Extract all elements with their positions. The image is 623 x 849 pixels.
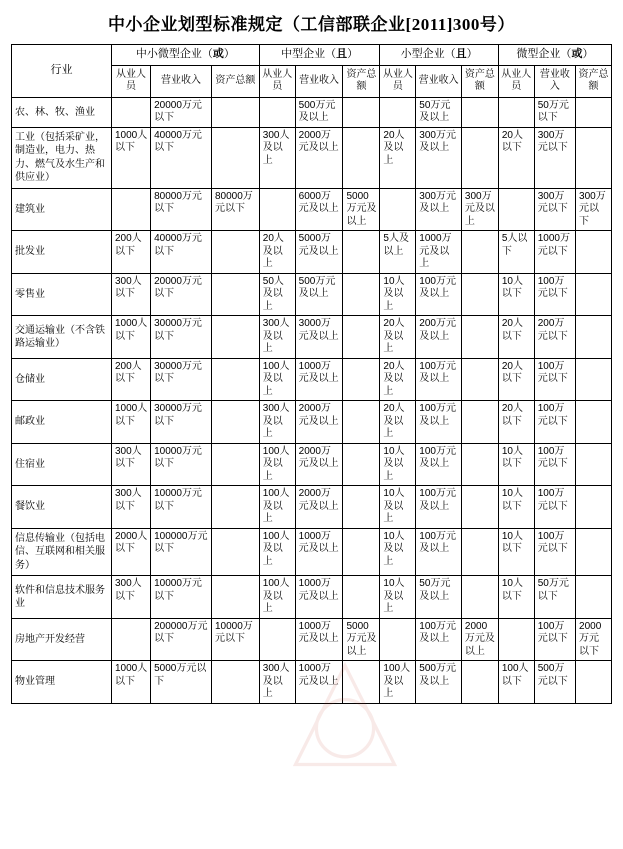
table-cell: 50万元以下 [534, 576, 575, 619]
table-cell: 1000万元及以上 [416, 231, 462, 274]
group-label-1: 中型企业（ [281, 48, 337, 60]
table-cell: 5000万元以下 [151, 661, 212, 704]
header-sub-5: 资产总额 [343, 65, 380, 97]
table-cell [461, 231, 498, 274]
table-cell [211, 576, 259, 619]
table-cell: 1000万元以下 [534, 231, 575, 274]
table-cell: 100万元以下 [534, 486, 575, 529]
table-cell: 20人及以上 [259, 231, 295, 274]
table-cell [461, 486, 498, 529]
table-cell [461, 661, 498, 704]
table-cell: 5人及以上 [380, 231, 416, 274]
table-cell: 1000万元及以上 [295, 528, 343, 576]
group-emph-3: 或 [571, 48, 583, 60]
table-cell: 300万元及以上 [416, 127, 462, 188]
table-cell: 10人及以上 [380, 443, 416, 486]
table-cell: 10人以下 [498, 576, 534, 619]
table-cell: 10000万元以下 [211, 618, 259, 661]
table-cell [343, 401, 380, 444]
table-cell: 500万元及以上 [295, 273, 343, 316]
table-cell [576, 127, 612, 188]
table-cell [576, 316, 612, 359]
table-cell: 20人以下 [498, 358, 534, 401]
table-cell: 10人及以上 [380, 576, 416, 619]
table-cell: 100人及以上 [259, 443, 295, 486]
group-emph-0: 或 [212, 48, 224, 60]
table-cell: 300万元及以上 [416, 188, 462, 231]
table-cell: 200万元以下 [534, 316, 575, 359]
table-cell [576, 273, 612, 316]
table-cell: 20人以下 [498, 127, 534, 188]
group-close-0: ） [223, 48, 235, 60]
table-cell: 5000万元及以上 [343, 188, 380, 231]
sme-classification-table [11, 44, 612, 704]
table-cell [343, 231, 380, 274]
table-row [12, 618, 612, 661]
table-cell: 100人及以上 [380, 661, 416, 704]
row-industry-label: 住宿业 [12, 443, 112, 486]
table-cell: 2000万元及以上 [295, 127, 343, 188]
table-cell: 20人及以上 [380, 127, 416, 188]
table-cell [211, 528, 259, 576]
table-cell: 2000万元及以上 [461, 618, 498, 661]
table-row [12, 97, 612, 127]
table-cell: 2000人以下 [111, 528, 150, 576]
table-cell: 3000万元及以上 [295, 316, 343, 359]
table-cell: 50人及以上 [259, 273, 295, 316]
row-industry-label: 房地产开发经营 [12, 618, 112, 661]
table-cell [380, 188, 416, 231]
group-label-0: 中小微型企业（ [135, 48, 213, 60]
table-cell: 300人以下 [111, 273, 150, 316]
table-cell: 500万元及以上 [295, 97, 343, 127]
table-cell [498, 97, 534, 127]
group-label-2: 小型企业（ [400, 48, 456, 60]
table-cell: 100万元以下 [534, 618, 575, 661]
table-cell: 5000万元及以上 [343, 618, 380, 661]
table-cell: 100人及以上 [259, 486, 295, 529]
table-cell: 20人及以上 [380, 358, 416, 401]
table-row [12, 188, 612, 231]
table-cell: 10000万元以下 [151, 486, 212, 529]
table-cell [576, 231, 612, 274]
table-cell [111, 618, 150, 661]
table-cell: 100万元及以上 [416, 618, 462, 661]
table-cell [461, 97, 498, 127]
table-cell: 100人及以上 [259, 576, 295, 619]
header-sub-0: 从业人员 [111, 65, 150, 97]
table-cell [211, 486, 259, 529]
table-cell: 1000万元及以上 [295, 618, 343, 661]
table-cell [461, 443, 498, 486]
table-cell [211, 316, 259, 359]
table-cell [461, 316, 498, 359]
table-cell: 40000万元以下 [151, 231, 212, 274]
table-cell [380, 618, 416, 661]
table-cell [498, 618, 534, 661]
table-cell: 10人以下 [498, 486, 534, 529]
table-cell: 300人及以上 [259, 401, 295, 444]
table-cell: 100万元以下 [534, 273, 575, 316]
row-industry-label: 仓储业 [12, 358, 112, 401]
table-cell: 100万元及以上 [416, 358, 462, 401]
table-cell: 20人及以上 [380, 316, 416, 359]
table-cell [211, 273, 259, 316]
header-sub-10: 营业收入 [534, 65, 575, 97]
table-cell [211, 401, 259, 444]
table-cell: 500万元及以上 [416, 661, 462, 704]
table-cell [211, 127, 259, 188]
table-cell: 20000万元以下 [151, 273, 212, 316]
table-cell [576, 443, 612, 486]
table-cell: 300人及以上 [259, 661, 295, 704]
table-cell [259, 618, 295, 661]
table-cell: 300人及以上 [259, 316, 295, 359]
table-cell: 300万元以下 [534, 127, 575, 188]
table-cell [343, 576, 380, 619]
table-cell [343, 316, 380, 359]
group-close-2: ） [466, 48, 478, 60]
table-header [12, 45, 612, 98]
table-row [12, 231, 612, 274]
table-cell: 200000万元以下 [151, 618, 212, 661]
table-cell [111, 188, 150, 231]
table-cell: 100万元及以上 [416, 528, 462, 576]
table-cell: 2000万元及以上 [295, 443, 343, 486]
table-cell: 100人以下 [498, 661, 534, 704]
table-cell: 200人以下 [111, 231, 150, 274]
table-cell: 100万元以下 [534, 528, 575, 576]
group-emph-2: 且 [455, 48, 467, 60]
table-cell: 2000万元及以上 [295, 401, 343, 444]
table-cell: 10人及以上 [380, 486, 416, 529]
table-row [12, 443, 612, 486]
table-cell [259, 188, 295, 231]
table-cell: 40000万元以下 [151, 127, 212, 188]
table-cell: 10000万元以下 [151, 443, 212, 486]
header-sub-7: 营业收入 [416, 65, 462, 97]
table-cell: 10人以下 [498, 443, 534, 486]
table-row [12, 661, 612, 704]
table-cell [111, 97, 150, 127]
table-cell: 100人及以上 [259, 358, 295, 401]
table-cell: 200人以下 [111, 358, 150, 401]
row-industry-label: 农、林、牧、渔业 [12, 97, 112, 127]
header-sub-1: 营业收入 [151, 65, 212, 97]
row-industry-label: 零售业 [12, 273, 112, 316]
header-industry: 行业 [12, 45, 112, 98]
table-cell: 20人以下 [498, 401, 534, 444]
table-cell [461, 528, 498, 576]
table-cell: 20人以下 [498, 316, 534, 359]
header-sub-8: 资产总额 [461, 65, 498, 97]
table-cell: 10人及以上 [380, 273, 416, 316]
table-cell: 100万元及以上 [416, 273, 462, 316]
group-emph-1: 且 [336, 48, 348, 60]
table-cell: 100万元及以上 [416, 401, 462, 444]
table-cell [576, 576, 612, 619]
header-sub-6: 从业人员 [380, 65, 416, 97]
table-cell [461, 401, 498, 444]
table-cell [343, 661, 380, 704]
table-cell: 20人及以上 [380, 401, 416, 444]
header-sub-4: 营业收入 [295, 65, 343, 97]
table-cell [461, 127, 498, 188]
table-cell [576, 401, 612, 444]
table-cell [211, 97, 259, 127]
table-cell: 300人以下 [111, 443, 150, 486]
table-cell [576, 358, 612, 401]
table-cell [211, 358, 259, 401]
table-row [12, 528, 612, 576]
table-cell: 80000万元以下 [151, 188, 212, 231]
header-sub-11: 资产总额 [576, 65, 612, 97]
table-cell [343, 127, 380, 188]
table-cell: 50万元以下 [534, 97, 575, 127]
table-row [12, 127, 612, 188]
table-body [12, 97, 612, 703]
table-row [12, 576, 612, 619]
table-cell [343, 528, 380, 576]
table-cell: 50万元及以上 [416, 97, 462, 127]
table-cell: 1000万元及以上 [295, 576, 343, 619]
table-cell [461, 358, 498, 401]
table-cell: 200万元及以上 [416, 316, 462, 359]
table-cell: 10人以下 [498, 528, 534, 576]
table-cell: 100人及以上 [259, 528, 295, 576]
row-industry-label: 批发业 [12, 231, 112, 274]
table-cell [576, 486, 612, 529]
table-cell: 1000人以下 [111, 401, 150, 444]
header-group-medium-small-micro [111, 45, 259, 66]
table-cell: 30000万元以下 [151, 401, 212, 444]
table-cell: 30000万元以下 [151, 358, 212, 401]
table-cell: 80000万元以下 [211, 188, 259, 231]
table-cell [211, 661, 259, 704]
table-cell [343, 443, 380, 486]
header-sub-2: 资产总额 [211, 65, 259, 97]
table-cell [576, 97, 612, 127]
row-industry-label: 餐饮业 [12, 486, 112, 529]
table-cell: 1000万元及以上 [295, 358, 343, 401]
row-industry-label: 建筑业 [12, 188, 112, 231]
table-cell: 100万元及以上 [416, 443, 462, 486]
group-close-1: ） [347, 48, 359, 60]
table-cell: 10000万元以下 [151, 576, 212, 619]
table-cell: 2000万元以下 [576, 618, 612, 661]
table-cell [380, 97, 416, 127]
table-header-group-row [12, 45, 612, 66]
table-cell: 1000人以下 [111, 127, 150, 188]
table-cell [343, 273, 380, 316]
table-cell [576, 528, 612, 576]
table-cell: 300万元及以上 [461, 188, 498, 231]
table-cell [576, 661, 612, 704]
table-cell: 300人及以上 [259, 127, 295, 188]
table-cell: 30000万元以下 [151, 316, 212, 359]
table-cell [211, 231, 259, 274]
table-cell [343, 358, 380, 401]
table-cell: 1000万元及以上 [295, 661, 343, 704]
table-cell: 100万元及以上 [416, 486, 462, 529]
table-cell: 6000万元及以上 [295, 188, 343, 231]
row-industry-label: 交通运输业（不含铁路运输业） [12, 316, 112, 359]
table-row [12, 358, 612, 401]
table-row [12, 401, 612, 444]
table-cell: 300万元以下 [576, 188, 612, 231]
row-industry-label: 信息传输业（包括电信、互联网和相关服务） [12, 528, 112, 576]
table-cell: 100万元以下 [534, 401, 575, 444]
header-group-micro [498, 45, 611, 66]
table-cell: 10人以下 [498, 273, 534, 316]
table-cell [461, 576, 498, 619]
row-industry-label: 工业（包括采矿业，制造业，电力、热力、燃气及水生产和供应业） [12, 127, 112, 188]
header-group-medium [259, 45, 380, 66]
table-cell: 5000万元及以上 [295, 231, 343, 274]
table-cell [461, 273, 498, 316]
table-cell: 2000万元及以上 [295, 486, 343, 529]
table-cell: 1000人以下 [111, 316, 150, 359]
header-sub-3: 从业人员 [259, 65, 295, 97]
table-row [12, 316, 612, 359]
table-cell: 100万元以下 [534, 358, 575, 401]
table-cell: 50万元及以上 [416, 576, 462, 619]
table-cell: 10人及以上 [380, 528, 416, 576]
table-cell: 300人以下 [111, 486, 150, 529]
table-cell: 300万元以下 [534, 188, 575, 231]
group-close-3: ） [582, 48, 594, 60]
table-row [12, 273, 612, 316]
table-cell: 1000人以下 [111, 661, 150, 704]
table-cell [211, 443, 259, 486]
table-cell [343, 97, 380, 127]
page-title: 中小企业划型标准规定（工信部联企业[2011]300号） [108, 15, 515, 34]
table-row [12, 486, 612, 529]
row-industry-label: 物业管理 [12, 661, 112, 704]
table-cell: 100万元以下 [534, 443, 575, 486]
header-sub-9: 从业人员 [498, 65, 534, 97]
row-industry-label: 邮政业 [12, 401, 112, 444]
table-cell: 5人以下 [498, 231, 534, 274]
table-cell: 300人以下 [111, 576, 150, 619]
table-cell [498, 188, 534, 231]
header-group-small [380, 45, 498, 66]
table-cell: 500万元以下 [534, 661, 575, 704]
table-cell [343, 486, 380, 529]
table-cell: 20000万元以下 [151, 97, 212, 127]
row-industry-label: 软件和信息技术服务业 [12, 576, 112, 619]
table-cell [259, 97, 295, 127]
group-label-3: 微型企业（ [516, 48, 572, 60]
table-cell: 100000万元以下 [151, 528, 212, 576]
